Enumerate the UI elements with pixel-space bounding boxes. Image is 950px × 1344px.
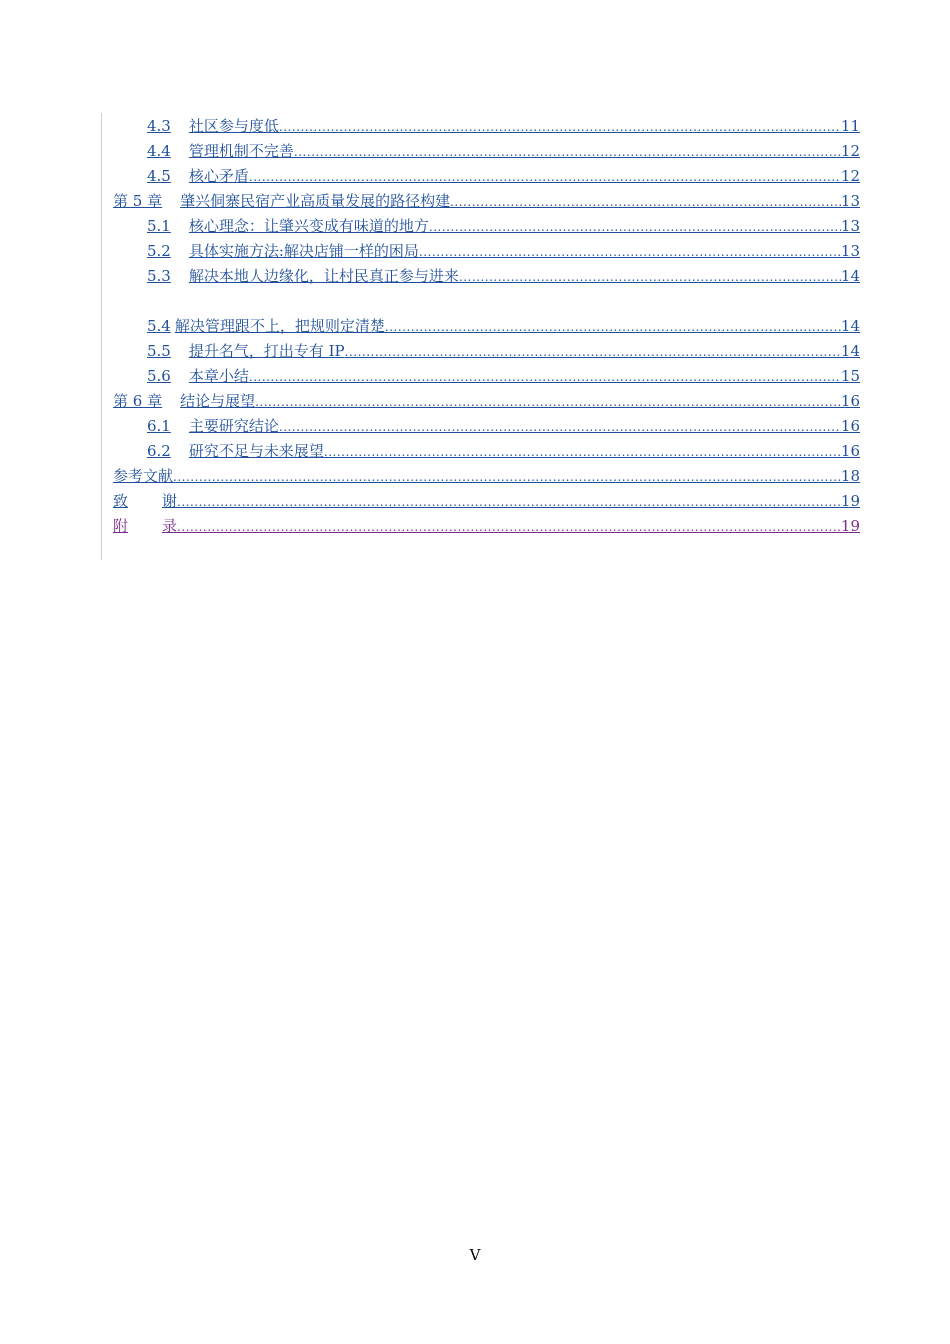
table-of-contents bbox=[113, 114, 860, 539]
toc-entry-title: 管理机制不完善 bbox=[188, 142, 294, 160]
toc-entry-title: 核心矛盾 bbox=[188, 167, 249, 185]
toc-dot-leader bbox=[173, 465, 841, 490]
toc-entry-number: 5.3 bbox=[147, 267, 171, 285]
toc-entry-title: 本章小结 bbox=[188, 367, 249, 385]
toc-entry-page: 12 bbox=[840, 167, 860, 185]
toc-entry-5-4[interactable] bbox=[113, 314, 860, 339]
toc-entry-title: 主要研究结论 bbox=[188, 417, 279, 435]
toc-entry-chapter-5[interactable] bbox=[113, 189, 860, 214]
toc-entry-title: 肇兴侗寨民宿产业高质量发展的路径构建 bbox=[180, 192, 451, 210]
toc-entry-number: 6.2 bbox=[147, 442, 171, 460]
toc-entry-page: 14 bbox=[840, 267, 860, 285]
toc-dot-leader bbox=[177, 515, 841, 540]
toc-entry-4-3[interactable] bbox=[113, 114, 860, 139]
toc-entry-title: 具体实施方法:解决店铺一样的困局 bbox=[188, 242, 419, 260]
left-margin-line bbox=[101, 113, 102, 560]
toc-entry-page: 16 bbox=[840, 442, 860, 460]
toc-entry-5-2[interactable] bbox=[113, 239, 860, 264]
toc-entry-page: 16 bbox=[840, 417, 860, 435]
toc-entry-number: 5.4 bbox=[147, 317, 171, 335]
toc-entry-number: 4.5 bbox=[147, 167, 171, 185]
toc-dot-leader bbox=[385, 315, 841, 340]
toc-entry-page: 11 bbox=[840, 117, 860, 135]
toc-entry-page: 13 bbox=[840, 242, 860, 260]
toc-entry-page: 19 bbox=[840, 517, 860, 535]
toc-entry-6-2[interactable] bbox=[113, 439, 860, 464]
toc-dot-leader bbox=[249, 165, 841, 190]
toc-entry-5-1[interactable] bbox=[113, 214, 860, 239]
toc-entry-5-3[interactable] bbox=[113, 264, 860, 289]
toc-entry-page: 15 bbox=[840, 367, 860, 385]
toc-dot-leader bbox=[249, 365, 841, 390]
toc-entry-page: 18 bbox=[840, 467, 860, 485]
toc-entry-title: 研究不足与未来展望 bbox=[188, 442, 324, 460]
toc-entry-title-char-2: 谢 bbox=[162, 492, 178, 510]
toc-dot-leader bbox=[429, 215, 841, 240]
toc-dot-leader bbox=[419, 240, 841, 265]
toc-entry-number: 5.2 bbox=[147, 242, 171, 260]
toc-entry-page: 13 bbox=[840, 192, 860, 210]
toc-entry-number: 4.4 bbox=[147, 142, 171, 160]
toc-entry-title-char-1: 致 bbox=[113, 492, 129, 510]
toc-entry-number: 4.3 bbox=[147, 117, 171, 135]
toc-entry-5-6[interactable] bbox=[113, 364, 860, 389]
toc-entry-title: 解决本地人边缘化，让村民真正参与进来 bbox=[188, 267, 459, 285]
toc-entry-title: 提升名气，打出专有 IP bbox=[188, 342, 345, 360]
toc-entry-title-char-2: 录 bbox=[162, 517, 178, 535]
toc-dot-leader bbox=[177, 490, 841, 515]
toc-entry-title: 参考文献 bbox=[113, 467, 174, 485]
toc-dot-leader bbox=[450, 190, 841, 215]
toc-entry-page: 14 bbox=[840, 342, 860, 360]
toc-entry-4-4[interactable] bbox=[113, 139, 860, 164]
toc-entry-number: 6.1 bbox=[147, 417, 171, 435]
toc-entry-page: 13 bbox=[840, 217, 860, 235]
toc-dot-leader bbox=[345, 340, 841, 365]
toc-entry-appendix[interactable] bbox=[113, 514, 860, 539]
toc-entry-number: 5.5 bbox=[147, 342, 171, 360]
toc-entry-title: 核心理念：让肇兴变成有味道的地方 bbox=[188, 217, 429, 235]
toc-dot-leader bbox=[294, 140, 841, 165]
toc-dot-leader bbox=[324, 440, 841, 465]
toc-entry-4-5[interactable] bbox=[113, 164, 860, 189]
toc-dot-leader bbox=[255, 390, 841, 415]
toc-entry-chapter-6[interactable] bbox=[113, 389, 860, 414]
toc-entry-page: 14 bbox=[840, 317, 860, 335]
toc-chapter-number: 第 6 章 bbox=[113, 392, 163, 410]
toc-entry-number: 5.1 bbox=[147, 217, 171, 235]
toc-entry-page: 12 bbox=[840, 142, 860, 160]
toc-entry-title: 解决管理跟不上，把规则定清楚 bbox=[174, 317, 385, 335]
toc-entry-acknowledgements[interactable] bbox=[113, 489, 860, 514]
toc-dot-leader bbox=[459, 265, 841, 290]
toc-entry-title: 结论与展望 bbox=[180, 392, 256, 410]
toc-dot-leader bbox=[279, 415, 841, 440]
toc-entry-references[interactable] bbox=[113, 464, 860, 489]
toc-dot-leader bbox=[279, 115, 841, 140]
toc-chapter-number: 第 5 章 bbox=[113, 192, 163, 210]
toc-entry-page: 19 bbox=[840, 492, 860, 510]
toc-entry-page: 16 bbox=[840, 392, 860, 410]
toc-entry-number: 5.6 bbox=[147, 367, 171, 385]
toc-entry-title-char-1: 附 bbox=[113, 517, 129, 535]
toc-entry-title: 社区参与度低 bbox=[188, 117, 279, 135]
page-number: V bbox=[469, 1246, 481, 1264]
toc-entry-5-5[interactable] bbox=[113, 339, 860, 364]
toc-entry-6-1[interactable] bbox=[113, 414, 860, 439]
